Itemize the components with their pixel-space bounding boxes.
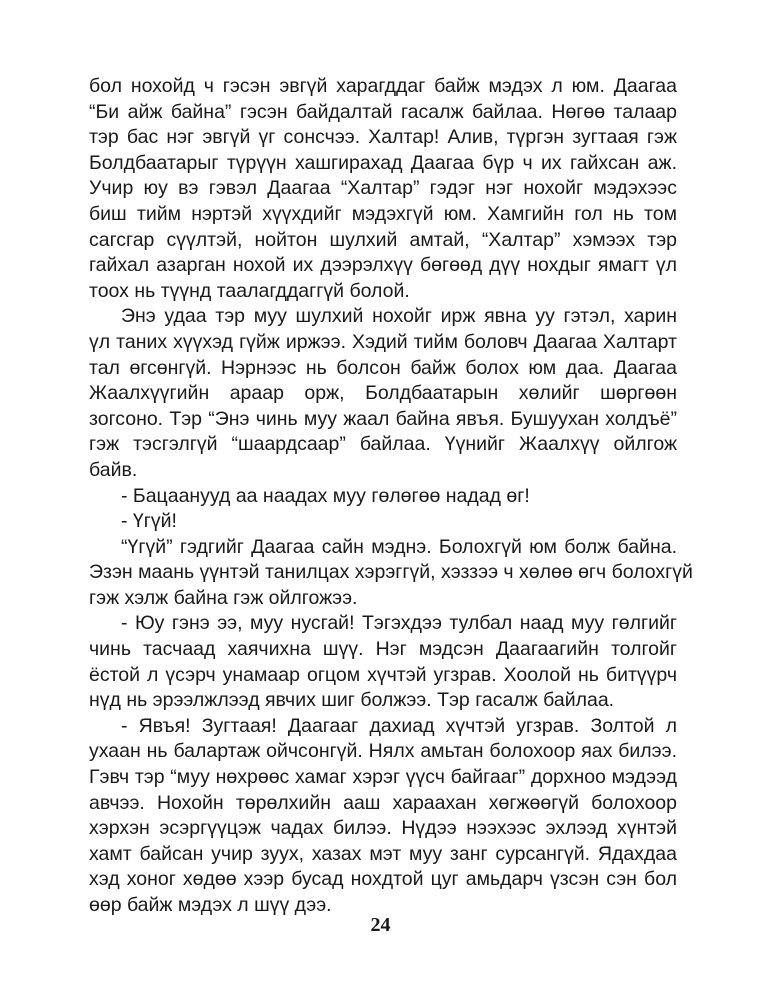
text-line: Гэвч тэр “муу нөхрөөс хамаг хэрэг үүсч байгааг” дорхноо мэдээд: [89, 766, 677, 789]
paragraph: [89, 484, 677, 510]
text-line: “Үгүй” гэдгийг Даагаа сайн мэднэ. Болохгүй юм болж байна.: [121, 535, 677, 558]
text-line: гайхал азарган нохой их дээрэлхүү бөгөөд дүү нохдыг ямагт үл: [89, 254, 677, 277]
text-line: гэж хэлж байна гэж ойлгожээ.: [89, 586, 358, 609]
body-text: [89, 74, 693, 919]
text-line: - Явъя! Зугтаая! Даагааг дахиад хүчтэй угзрав. Золтой л: [121, 714, 677, 737]
paragraph: [89, 74, 677, 304]
paragraph: [89, 611, 677, 713]
text-line: хамт байсан учир зуух, хазах мэт муу занг сурсангүй. Ядахдаа: [89, 842, 677, 865]
text-line: тоох нь түүнд таалагддаггүй болой.: [89, 279, 410, 302]
text-line: Учир юу вэ гэвэл Даагаа “Халтар” гэдэг нэг нохойг мэдэхээс: [89, 177, 677, 200]
text-line: “Би айж байна” гэсэн байдалтай гасалж байлаа. Нөгөө талаар: [89, 100, 677, 123]
text-line: өөр байж мэдэх л шүү дээ.: [89, 894, 332, 916]
paragraph: [89, 714, 677, 919]
text-line: хэрхэн эсэргүүцэж чадах билээ. Нүдээ нээхээс эхлээд хүнтэй: [89, 817, 677, 840]
text-line: гэж тэсгэлгүй “шаардсаар” байлаа. Үүнийг Жаалхүү ойлгож: [89, 433, 677, 456]
text-line: чинь тасчаад хаячихна шүү. Нэг мэдсэн Даагаагийн толгойг: [89, 638, 677, 661]
text-line: - Үгүй!: [121, 510, 177, 533]
text-line: сагсгар сүүлтэй, нойтон шулхий амтай, “Халтар” хэмээх тэр: [89, 228, 677, 251]
text-line: хэд хоног хөдөө хээр бусад нохдтой цуг амьдарч үзсэн сэн бол: [89, 868, 677, 891]
text-line: биш тийм нэртэй хүүхдийг мэдэхгүй юм. Хамгийн гол нь том: [89, 202, 677, 225]
text-line: Энэ удаа тэр муу шулхий нохойг ирж явна уу гэтэл, харин: [121, 305, 677, 328]
text-line: байв.: [89, 458, 138, 481]
text-line: - Бацаанууд аа наадах муу гөлөгөө надад өг!: [121, 484, 530, 507]
page-number: 24: [370, 914, 391, 936]
text-line: зогсоно. Тэр “Энэ чинь муу жаал байна явъя. Бушуухан холдъё”: [89, 407, 677, 430]
paragraph: [89, 509, 677, 535]
text-line: авчээ. Нохойн төрөлхийн ааш хараахан хөгжөөгүй болохоор: [89, 791, 677, 814]
text-line: Жаалхүүгийн араар орж, Болдбаатарын хөлийг шөргөөн: [89, 382, 677, 405]
text-line: Эзэн маань үүнтэй танилцах хэрэггүй, хэззээ ч хөлөө өгч болохгүй: [89, 561, 693, 584]
text-line: нүд нь эрээлжлээд явчих шиг болжээ. Тэр гасалж байлаа.: [89, 689, 615, 712]
text-line: тэр бас нэг эвгүй үг сонсчээ. Халтар! Алив, түргэн зугтаая гэж: [89, 126, 677, 149]
text-line: тал өгсөнгүй. Нэрнээс нь болсон байж болох юм даа. Даагаа: [89, 356, 677, 379]
text-line: бол нохойд ч гэсэн эвгүй харагддаг байж мэдэх л юм. Даагаа: [89, 75, 677, 97]
paragraph: [89, 535, 693, 612]
text-line: ёстой л үсэрч унамаар огцом хүчтэй угзрав. Хоолой нь битүүрч: [89, 663, 677, 686]
text-line: ухаан нь балартаж ойчсонгүй. Нялх амьтан болохоор яах билээ.: [89, 740, 677, 763]
text-line: Болдбаатарыг түрүүн хашгирахад Даагаа бүр ч их гайхсан аж.: [89, 151, 677, 174]
text-line: үл таних хүүхэд гүйж иржээ. Хэдий тийм боловч Даагаа Халтарт: [89, 330, 677, 353]
text-line: - Юу гэнэ ээ, муу нусгай! Тэгэхдээ тулбал наад муу гөлгийг: [121, 612, 677, 635]
paragraph: [89, 304, 677, 483]
